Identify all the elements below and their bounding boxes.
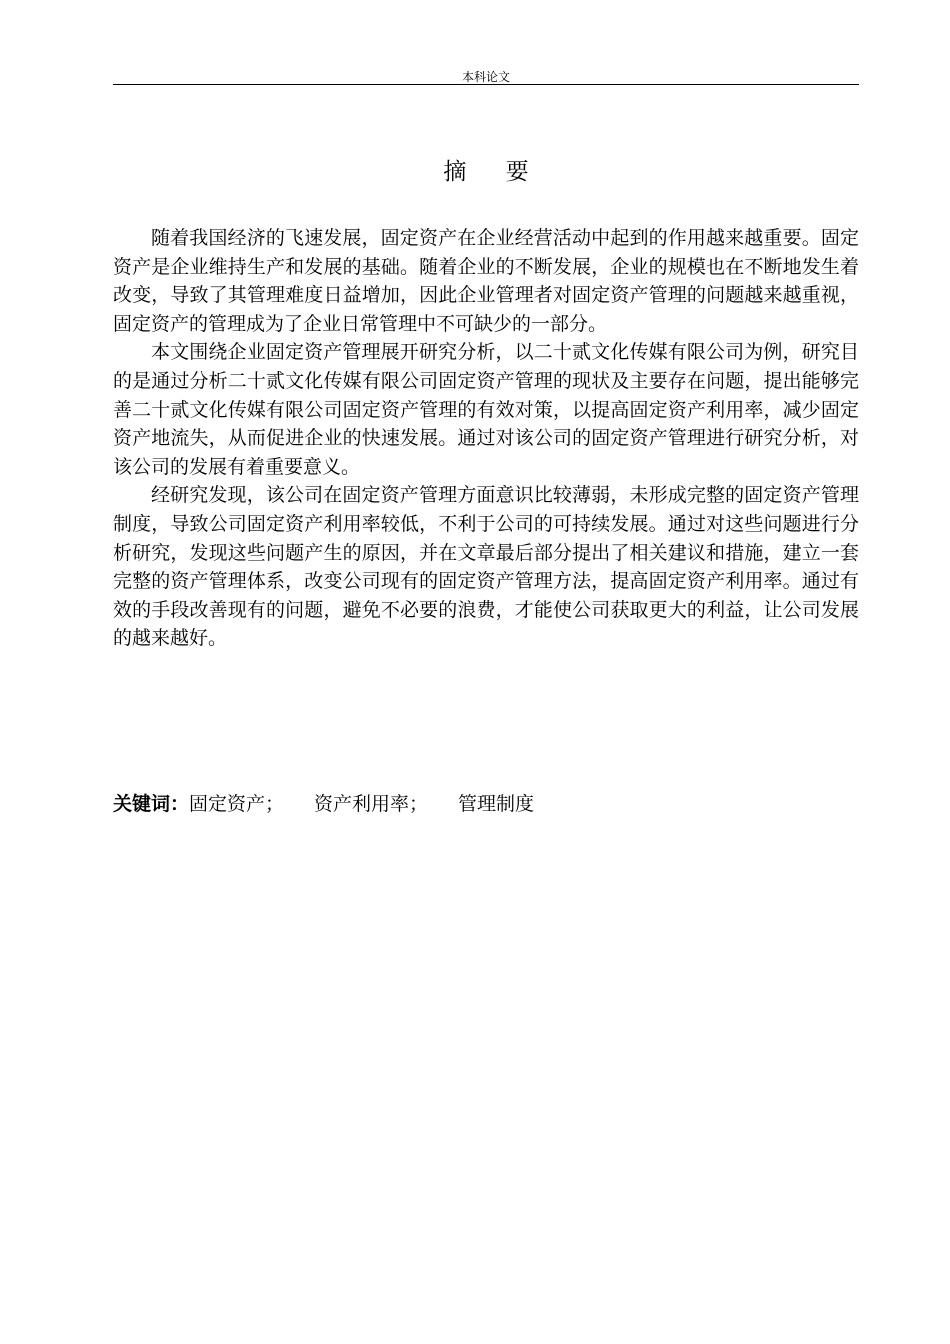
keyword-item: 管理制度: [458, 793, 535, 815]
abstract-paragraph: 经研究发现，该公司在固定资产管理方面意识比较薄弱，未形成完整的固定资产管理制度，导致公司固定资产利用率较低，不利于公司的可持续发展。通过对这些问题进行分析研究，发现这些问题产生的原因，并在文章最后部分提出了相关建议和措施，建立一套完整的资产管理体系，改变公司现有的固定资产管理方法，提高固定资产利用率。通过有效的手段改善现有的问题，避免不必要的浪费，才能使公司获取更大的利益，让公司发展的越来越好。: [113, 484, 859, 650]
abstract-body: [113, 224, 859, 653]
abstract-paragraph: 本文围绕企业固定资产管理展开研究分析，以二十贰文化传媒有限公司为例，研究目的是通过分析二十贰文化传媒有限公司固定资产管理的现状及主要存在问题，提出能够完善二十贰文化传媒有限公司固定资产管理的有效对策，以提高固定资产利用率，减少固定资产地流失，从而促进企业的快速发展。通过对该公司的固定资产管理进行研究分析，对该公司的发展有着重要意义。: [113, 341, 859, 478]
keyword-item: 固定资产；: [189, 793, 285, 815]
page-header: [113, 66, 859, 85]
abstract-paragraph: 随着我国经济的飞速发展，固定资产在企业经营活动中起到的作用越来越重要。固定资产是企业维持生产和发展的基础。随着企业的不断发展，企业的规模也在不断地发生着改变，导致了其管理难度日益增加，因此企业管理者对固定资产管理的问题越来越重视，固定资产的管理成为了企业日常管理中不可缺少的一部分。: [113, 227, 859, 335]
abstract-title: 摘 要: [443, 159, 545, 185]
keyword-item: 资产利用率；: [314, 793, 429, 815]
keywords-line: [113, 790, 859, 818]
keywords-label: 关键词：: [113, 793, 190, 815]
running-title: 本科论文: [461, 70, 510, 84]
